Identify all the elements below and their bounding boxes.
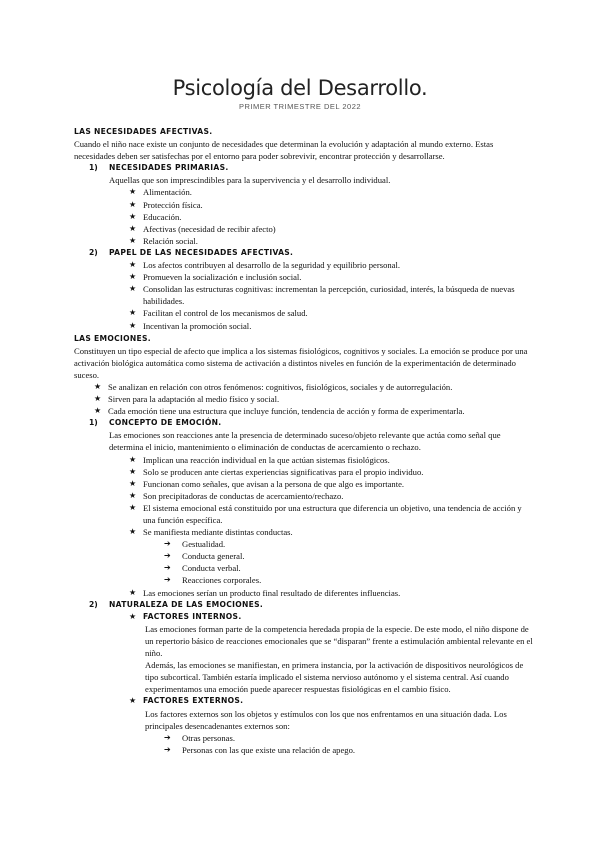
list-item: ★ Protección física. (129, 199, 203, 210)
arrow-icon: ➔ (164, 539, 171, 549)
star-icon: ★ (129, 611, 137, 621)
numbered-heading (74, 247, 534, 259)
arrow-icon: ➔ (164, 744, 171, 754)
list-item: ★ Las emociones serían un producto final resultado de diferentes influencias. (129, 587, 401, 598)
list-item: ★ Son precipitadoras de conductas de acercamiento/rechazo. (129, 490, 344, 501)
list-item: ★ Promueven la socialización e inclusión social. (129, 272, 302, 283)
list-item: ➔ Gestualidad. (164, 539, 226, 550)
sub-heading: FACTORES EXTERNOS. (143, 696, 244, 706)
list-item: ★ Incentivan la promoción social. (129, 320, 252, 331)
list-item: ➔ Reacciones corporales. (164, 575, 262, 586)
paragraph: Aquellas que son imprescindibles para la supervivencia y el desarrollo individual. (109, 175, 391, 186)
star-icon: ★ (129, 696, 137, 706)
list-item: ★ Se manifiesta mediante distintas conductas. (129, 527, 293, 538)
paragraph: Además, las emociones se manifiestan, en primera instancia, por la activación de dispositivos neurológicos de tipo subcortical. También estaría implicado el sistema nervioso autónomo y el sistema central. Así cuando experimentamos una emoción puede aparecer respuestas fisiológicas en el cambio físico. (145, 660, 524, 695)
list-item (74, 695, 534, 707)
sub-heading: FACTORES INTERNOS. (143, 611, 242, 621)
star-icon: ★ (129, 284, 137, 294)
section-heading-necesidades: LAS NECESIDADES AFECTIVAS. (74, 127, 213, 136)
list-item: ★ Los afectos contribuyen al desarrollo de la seguridad y equilibrio personal. (129, 260, 401, 271)
list-item: ➔ Conducta verbal. (164, 563, 241, 574)
star-icon: ★ (94, 394, 102, 404)
star-icon: ★ (129, 235, 137, 245)
paragraph: Constituyen un tipo especial de afecto que implica a los sistemas fisiológicos, cognitivos y sociales. La emoción se produce por una activación biológica automática como sistema de activación a distintos niveles en función de la experimentación de determinado suceso. (74, 345, 528, 380)
list-number: 2) (89, 247, 98, 257)
list-item: ★ Solo se producen ante ciertas experiencias significativas para el propio individuo. (129, 466, 424, 477)
section-heading-emociones: LAS EMOCIONES. (74, 333, 151, 343)
list-item: ➔ Personas con las que existe una relación de apego. (164, 744, 356, 755)
star-icon: ★ (129, 527, 137, 537)
list-item: ★ Implican una reacción individual en la que actúan sistemas fisiológicos. (129, 454, 390, 465)
star-icon: ★ (129, 466, 137, 476)
star-icon: ★ (129, 320, 137, 330)
subsection-heading: NATURALEZA DE LAS EMOCIONES. (109, 599, 264, 609)
subsection-heading: NECESIDADES PRIMARIAS. (109, 163, 229, 173)
arrow-icon: ➔ (164, 551, 171, 561)
star-icon: ★ (129, 587, 137, 597)
list-item: ★ Alimentación. (129, 187, 192, 198)
list-item (74, 611, 534, 623)
list-number: 1) (89, 418, 98, 428)
list-item: ★ Educación. (129, 211, 182, 222)
arrow-icon: ➔ (164, 732, 171, 742)
numbered-heading (74, 162, 534, 174)
paragraph: Las emociones son reacciones ante la presencia de determinado suceso/objeto relevante que actúa como señal que determina el inicio, mantenimiento o eliminación de conductas de acercamiento o rechazo. (109, 430, 501, 453)
list-item: ★ Consolidan las estructuras cognitivas: incrementan la percepción, curiosidad, interés, la búsqueda de nuevas habilidades. (129, 284, 515, 307)
page-subtitle: PRIMER TRIMESTRE DEL 2022 (238, 102, 362, 111)
star-icon: ★ (129, 490, 137, 500)
star-icon: ★ (129, 454, 137, 464)
subsection-heading: CONCEPTO DE EMOCIÓN. (109, 418, 222, 428)
star-icon: ★ (129, 199, 137, 209)
list-item: ★ Sirven para la adaptación al medio físico y social. (94, 394, 280, 405)
list-number: 1) (89, 163, 98, 173)
list-number: 2) (89, 599, 98, 609)
list-item: ★ Relación social. (129, 235, 198, 246)
document-body (74, 126, 534, 756)
list-item: ★ El sistema emocional está constituido por una estructura que diferencia un objetivo, una tendencia de acción y una función específica. (129, 502, 522, 525)
numbered-heading (74, 599, 534, 611)
star-icon: ★ (129, 211, 137, 221)
list-item: ★ Cada emoción tiene una estructura que incluye función, tendencia de acción y forma de experimentarla. (94, 406, 465, 417)
star-icon: ★ (129, 223, 137, 233)
star-icon: ★ (94, 406, 102, 416)
arrow-icon: ➔ (164, 563, 171, 573)
star-icon: ★ (129, 502, 137, 512)
star-icon: ★ (129, 272, 137, 282)
star-icon: ★ (94, 381, 102, 391)
subsection-heading: PAPEL DE LAS NECESIDADES AFECTIVAS. (109, 247, 294, 257)
list-item: ➔ Conducta general. (164, 551, 245, 562)
list-item: ➔ Otras personas. (164, 732, 235, 743)
list-item: ★ Funcionan como señales, que avisan a la persona de que algo es importante. (129, 478, 405, 489)
paragraph: Los factores externos son los objetos y estímulos con los que nos enfrentamos en una situación dada. Los principales desencadenantes externos son: (145, 708, 507, 731)
list-item: ★ Se analizan en relación con otros fenómenos: cognitivos, fisiológicos, sociales y de autorregulación. (94, 381, 453, 392)
arrow-icon: ➔ (164, 575, 171, 585)
paragraph: Cuando el niño nace existe un conjunto de necesidades que determinan la evolución y adaptación al mundo externo. Estas necesidades deben ser satisfechas por el entorno para poder sobrevivir, encontrar protección y desarrollarse. (74, 139, 494, 162)
star-icon: ★ (129, 260, 137, 270)
numbered-heading (74, 417, 534, 429)
list-item: ★ Facilitan el control de los mecanismos de salud. (129, 308, 308, 319)
page-title: Psicología del Desarrollo. (172, 76, 428, 100)
paragraph: Las emociones forman parte de la competencia heredada propia de la especie. De este modo, el niño dispone de un repertorio básico de reacciones emocionales que se “disparan” frente a estimulación ambiental relevante en el niño. (145, 623, 533, 659)
star-icon: ★ (129, 478, 137, 488)
star-icon: ★ (129, 187, 137, 197)
list-item: ★ Afectivas (necesidad de recibir afecto) (129, 223, 276, 234)
star-icon: ★ (129, 308, 137, 318)
